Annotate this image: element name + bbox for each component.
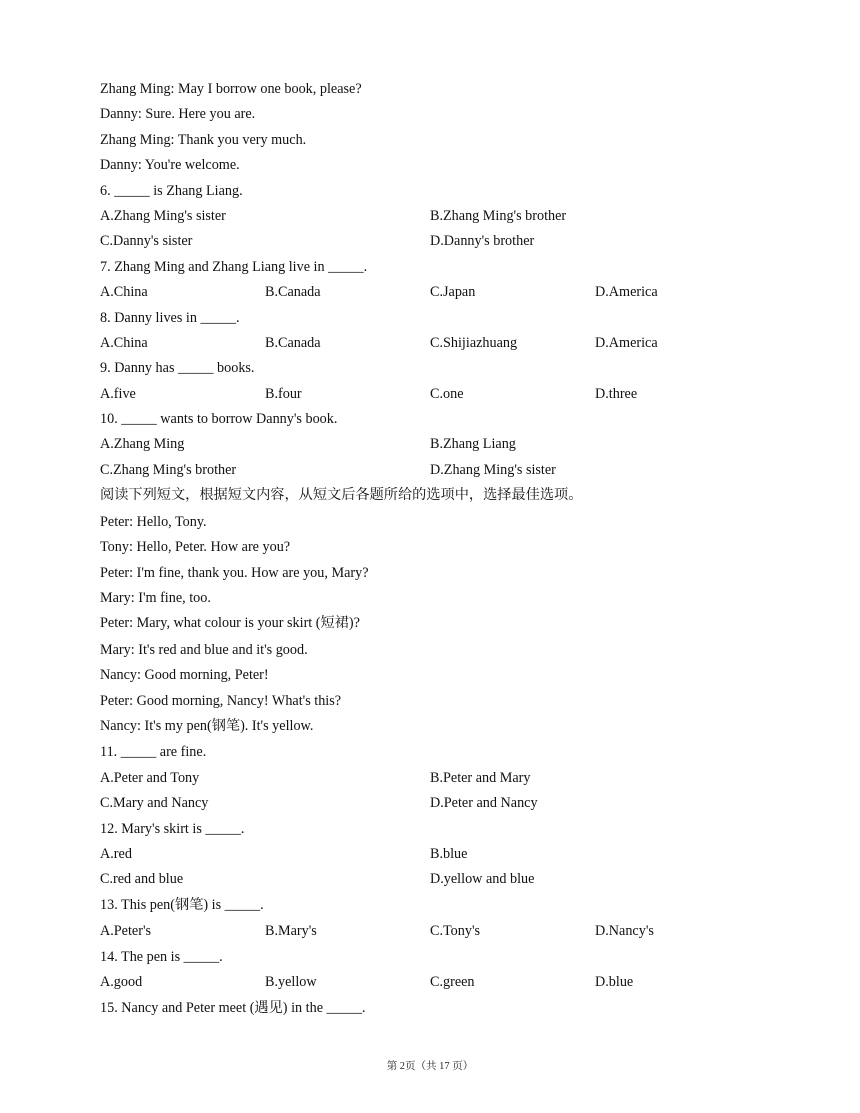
options-row	[100, 332, 780, 357]
option-b: B.Mary's	[265, 923, 317, 940]
dialogue-line: Peter: Good morning, Nancy! What's this?	[100, 692, 342, 709]
option-a: A.Zhang Ming's sister	[100, 207, 226, 224]
option-d: D.America	[595, 284, 658, 301]
page-footer: 第 2页（共 17 页）	[386, 1061, 474, 1072]
option-d: D.yellow and blue	[430, 871, 535, 888]
option-a: A.China	[100, 284, 148, 301]
option-d: D.three	[595, 385, 638, 402]
option-a: A.Zhang Ming	[100, 436, 185, 453]
option-d: D.Nancy's	[595, 923, 654, 940]
option-d: D.America	[595, 334, 658, 351]
option-c: C.Danny's sister	[100, 233, 193, 250]
options-row	[100, 767, 780, 792]
dialogue-line: Nancy: Good morning, Peter!	[100, 667, 269, 684]
question-7: 7. Zhang Ming and Zhang Liang live in _____.	[100, 258, 368, 275]
question-13: 13. This pen(钢笔) is _____.	[100, 896, 264, 913]
option-b: B.blue	[430, 846, 468, 863]
option-a: A.red	[100, 846, 132, 863]
option-b: B.Zhang Liang	[430, 436, 516, 453]
dialogue-line: Danny: You're welcome.	[100, 157, 240, 174]
option-d: D.blue	[595, 974, 634, 991]
option-b: B.Canada	[265, 334, 321, 351]
options-row	[100, 281, 780, 306]
option-d: D.Peter and Nancy	[430, 795, 538, 812]
dialogue-2	[100, 511, 780, 742]
options-row	[100, 971, 780, 996]
dialogue-line: Zhang Ming: May I borrow one book, please?	[100, 81, 362, 97]
options-row	[100, 843, 780, 868]
dialogue-line: Peter: Mary, what colour is your skirt (短裙)?	[100, 615, 360, 632]
options-row	[100, 459, 780, 484]
dialogue-line: Mary: It's red and blue and it's good.	[100, 641, 308, 658]
options-row	[100, 792, 780, 817]
question-9: 9. Danny has _____ books.	[100, 360, 255, 377]
options-row	[100, 230, 780, 255]
option-c: C.Mary and Nancy	[100, 795, 209, 812]
option-a: A.Peter and Tony	[100, 769, 200, 786]
option-d: D.Danny's brother	[430, 233, 535, 250]
option-a: A.good	[100, 974, 143, 991]
option-b: B.yellow	[265, 974, 317, 991]
option-c: C.Zhang Ming's brother	[100, 461, 237, 478]
option-d: D.Zhang Ming's sister	[430, 461, 556, 478]
option-c: C.green	[430, 974, 475, 991]
option-b: B.Zhang Ming's brother	[430, 207, 567, 224]
option-c: C.Tony's	[430, 923, 481, 940]
question-6: 6. _____ is Zhang Liang.	[100, 182, 243, 199]
option-b: B.four	[265, 385, 302, 402]
dialogue-line: Tony: Hello, Peter. How are you?	[100, 539, 291, 556]
option-a: A.China	[100, 334, 148, 351]
question-10: 10. _____ wants to borrow Danny's book.	[100, 411, 338, 428]
options-row	[100, 383, 780, 408]
options-row	[100, 920, 780, 945]
option-c: C.one	[430, 385, 464, 402]
dialogue-1	[100, 78, 780, 180]
option-a: A.five	[100, 385, 136, 402]
dialogue-line: Peter: I'm fine, thank you. How are you, Mary?	[100, 564, 369, 581]
dialogue-line: Mary: I'm fine, too.	[100, 589, 211, 606]
question-11: 11. _____ are fine.	[100, 744, 207, 761]
dialogue-line: Zhang Ming: Thank you very much.	[100, 131, 307, 148]
option-b: B.Peter and Mary	[430, 769, 531, 786]
question-14: 14. The pen is _____.	[100, 948, 223, 965]
options-row	[100, 868, 780, 893]
dialogue-line: Nancy: It's my pen(钢笔). It's yellow.	[100, 717, 314, 734]
section-instruction: 阅读下列短文，根据短文内容，从短文后各题所给的选项中，选择最佳选项。	[100, 487, 583, 504]
question-8: 8. Danny lives in _____.	[100, 309, 240, 326]
option-b: B.Canada	[265, 284, 321, 301]
options-row	[100, 433, 780, 458]
document-page	[100, 78, 780, 1023]
question-15: 15. Nancy and Peter meet (遇见) in the _____.	[100, 999, 366, 1016]
option-c: C.Shijiazhuang	[430, 334, 518, 351]
dialogue-line: Peter: Hello, Tony.	[100, 513, 207, 530]
option-a: A.Peter's	[100, 923, 152, 940]
options-row	[100, 205, 780, 230]
dialogue-line: Danny: Sure. Here you are.	[100, 106, 256, 123]
question-12: 12. Mary's skirt is _____.	[100, 820, 245, 837]
option-c: C.Japan	[430, 284, 476, 301]
option-c: C.red and blue	[100, 871, 184, 888]
